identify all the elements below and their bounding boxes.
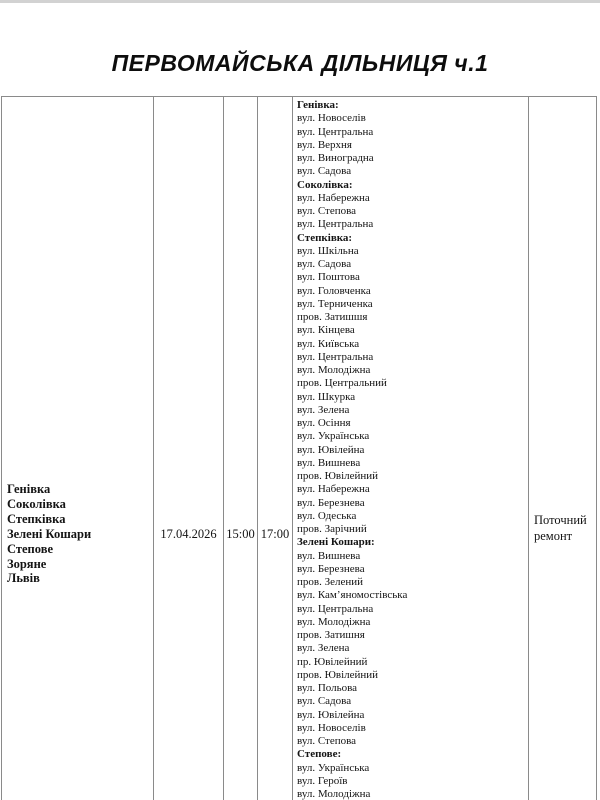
street-item: вул. Центральна	[297, 602, 374, 615]
street-item: Степківка:	[297, 231, 353, 244]
work-type-cell	[529, 97, 596, 800]
street-item: вул. Зелена	[297, 403, 350, 416]
time-start: 15:00	[226, 527, 255, 541]
street-item: вул. Молодіжна	[297, 788, 371, 800]
street-item: вул. Молодіжна	[297, 615, 371, 628]
street-item: вул. Новоселів	[297, 112, 366, 125]
locality-item: Генівка	[7, 482, 51, 496]
street-item: Зелені Кошари:	[297, 536, 375, 549]
street-item: вул. Кам’яномостівська	[297, 589, 408, 602]
street-item: вул. Ювілейна	[297, 443, 365, 456]
street-item: вул. Героїв	[297, 774, 348, 787]
street-item: Генівка:	[297, 99, 339, 111]
schedule-table	[1, 96, 597, 800]
locality-item: Степове	[7, 541, 53, 556]
street-item: вул. Молодіжна	[297, 364, 371, 376]
streets-cell	[293, 97, 529, 800]
street-item: вул. Українська	[297, 761, 370, 774]
street-item: вул. Степова	[297, 735, 357, 747]
street-item: вул. Шкурка	[297, 390, 356, 403]
street-item: вул. Зелена	[297, 642, 350, 655]
locality-item: Львів	[7, 571, 40, 586]
locality-item: Зоряне	[7, 556, 47, 571]
date-cell	[154, 97, 224, 800]
localities-list	[7, 482, 151, 586]
street-item: вул. Березнева	[297, 562, 365, 575]
localities-cell	[2, 97, 154, 800]
time-start-cell	[224, 97, 258, 800]
street-item: вул. Шкільна	[297, 244, 359, 257]
locality-item: Соколівка	[7, 496, 66, 511]
street-item: пров. Затишшя	[297, 311, 368, 323]
street-item: вул. Садова	[297, 165, 352, 178]
page-title: ПЕРВОМАЙСЬКА ДІЛЬНИЦЯ ч.1	[111, 50, 489, 76]
street-item: вул. Набережна	[297, 483, 370, 496]
street-item: вул. Березнева	[297, 496, 365, 509]
street-item: пров. Зарічний	[297, 523, 367, 535]
outage-date: 17.04.2026	[160, 527, 217, 541]
street-item: вул. Садова	[297, 695, 352, 708]
street-item: вул. Садова	[297, 258, 352, 270]
street-item: вул. Центральна	[297, 350, 374, 363]
locality-item: Зелені Кошари	[7, 526, 92, 541]
street-item: пров. Центральний	[297, 377, 387, 390]
street-item: вул. Польова	[297, 682, 358, 694]
street-item: вул. Центральна	[297, 218, 374, 231]
street-item: вул. Ювілейна	[297, 708, 365, 721]
street-item: вул. Поштова	[297, 271, 360, 284]
street-item: Соколівка:	[297, 178, 353, 191]
street-item: вул. Набережна	[297, 191, 370, 204]
street-item: вул. Новоселів	[297, 721, 366, 734]
street-item: вул. Українська	[297, 430, 370, 443]
time-end-cell	[258, 97, 293, 800]
street-item: вул. Головченка	[297, 284, 371, 297]
street-item: вул. Київська	[297, 337, 360, 350]
streets-list	[293, 97, 528, 800]
street-item: вул. Степова	[297, 205, 357, 217]
street-item: вул. Вишнева	[297, 549, 361, 562]
time-end: 17:00	[260, 527, 290, 541]
street-item: вул. Кінцева	[297, 324, 355, 337]
street-item: вул. Центральна	[297, 125, 374, 138]
street-item: пров. Ювілейний	[297, 470, 379, 482]
street-item: пров. Ювілейний	[297, 668, 379, 681]
street-item: вул. Терниченка	[297, 297, 373, 310]
street-item: вул. Осіння	[297, 417, 351, 429]
street-item: пр. Ювілейний	[297, 655, 368, 668]
street-item: Степове:	[297, 748, 342, 761]
locality-item: Степківка	[7, 511, 66, 526]
street-item: пров. Затишня	[297, 629, 365, 641]
street-item: вул. Виноградна	[297, 152, 374, 164]
street-item: вул. Одеська	[297, 509, 357, 522]
top-border-strip	[0, 0, 600, 3]
street-item: вул. Вишнева	[297, 456, 361, 469]
street-item: вул. Верхня	[297, 138, 352, 151]
work-type-label: Поточний ремонт	[534, 513, 587, 543]
street-item: пров. Зелений	[297, 576, 364, 588]
